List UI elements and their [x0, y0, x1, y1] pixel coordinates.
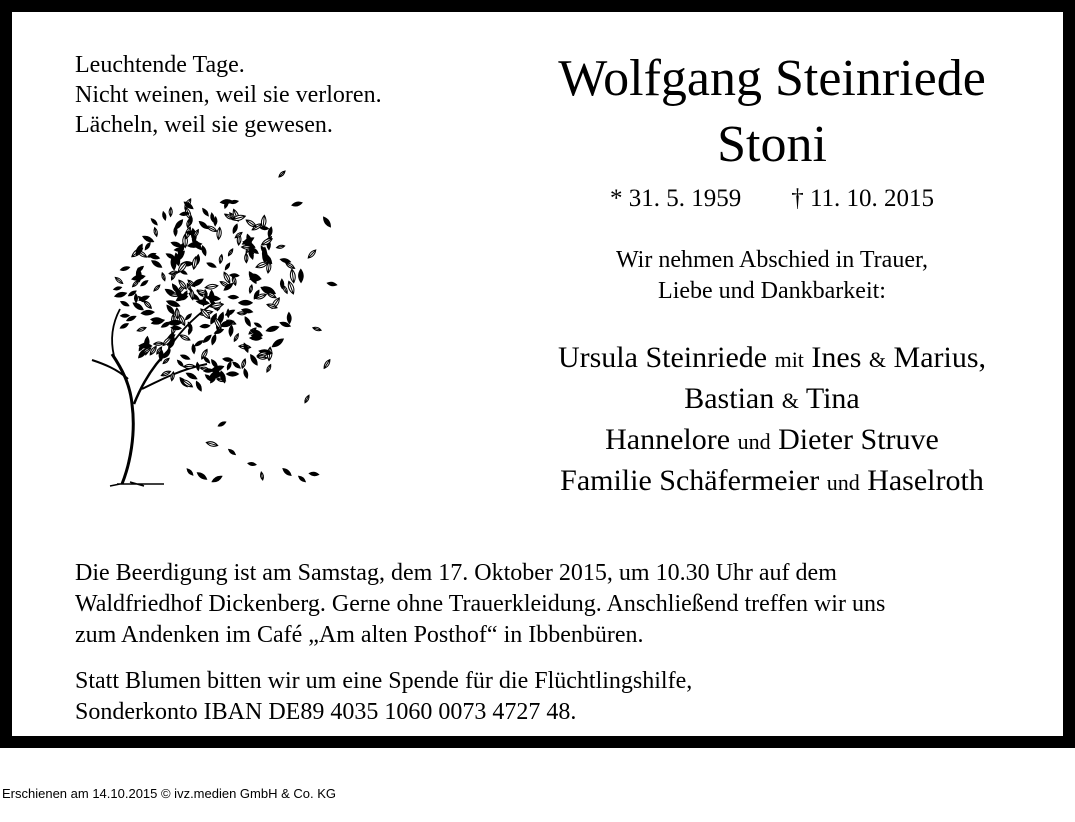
mourners-line [492, 338, 1052, 379]
funeral-info-line: Die Beerdigung ist am Samstag, dem 17. Oktober 2015, um 10.30 Uhr auf dem [75, 560, 837, 586]
leaves-group [113, 170, 337, 483]
mourner-name: Bastian [684, 382, 775, 415]
publication-footer: Erschienen am 14.10.2015 © ivz.medien GmbH & Co. KG [2, 786, 337, 801]
mourners-list [492, 338, 1052, 502]
poem-line: Nicht weinen, weil sie verloren. [75, 82, 382, 108]
mourner-name: Haselroth [867, 464, 984, 497]
connector-word: & [781, 388, 799, 413]
mourner-name: Tina [805, 382, 860, 415]
donation-info [75, 666, 692, 728]
farewell-text [502, 245, 1042, 307]
mourners-line [492, 420, 1052, 461]
funeral-info [75, 558, 885, 651]
farewell-line: Liebe und Dankbarkeit: [658, 278, 886, 304]
windblown-tree-icon [82, 164, 352, 489]
life-dates: * 31. 5. 1959 † 11. 10. 2015 [609, 185, 935, 212]
mourner-name: Ursula Steinriede [557, 341, 768, 374]
mourners-line [492, 461, 1052, 502]
mourners-line [492, 379, 1052, 420]
poem [75, 50, 382, 140]
deceased-nickname: Stoni [717, 116, 827, 173]
connector-word: und [826, 470, 860, 495]
mourner-name: Hannelore [605, 423, 731, 456]
mourner-name: Familie Schäfermeier [560, 464, 820, 497]
connector-word: & [868, 347, 887, 372]
poem-line: Lächeln, weil sie gewesen. [75, 112, 333, 138]
mourner-name: Dieter Struve [778, 423, 939, 456]
deceased-name: Wolfgang Steinriede [558, 50, 986, 107]
funeral-info-line: Waldfriedhof Dickenberg. Gerne ohne Trauerkleidung. Anschließend treffen wir uns [75, 591, 886, 617]
connector-word: und [737, 429, 771, 454]
poem-line: Leuchtende Tage. [75, 52, 245, 78]
mourner-name: Ines [811, 341, 862, 374]
funeral-info-line: zum Andenken im Café „Am alten Posthof“ in Ibbenbüren. [75, 622, 644, 648]
donation-line: Sonderkonto IBAN DE89 4035 1060 0073 4727 48. [75, 699, 577, 725]
farewell-line: Wir nehmen Abschied in Trauer, [615, 247, 929, 273]
connector-word: mit [774, 347, 804, 372]
mourner-name: Marius, [893, 341, 987, 374]
donation-line: Statt Blumen bitten wir um eine Spende für die Flüchtlingshilfe, [75, 668, 693, 694]
